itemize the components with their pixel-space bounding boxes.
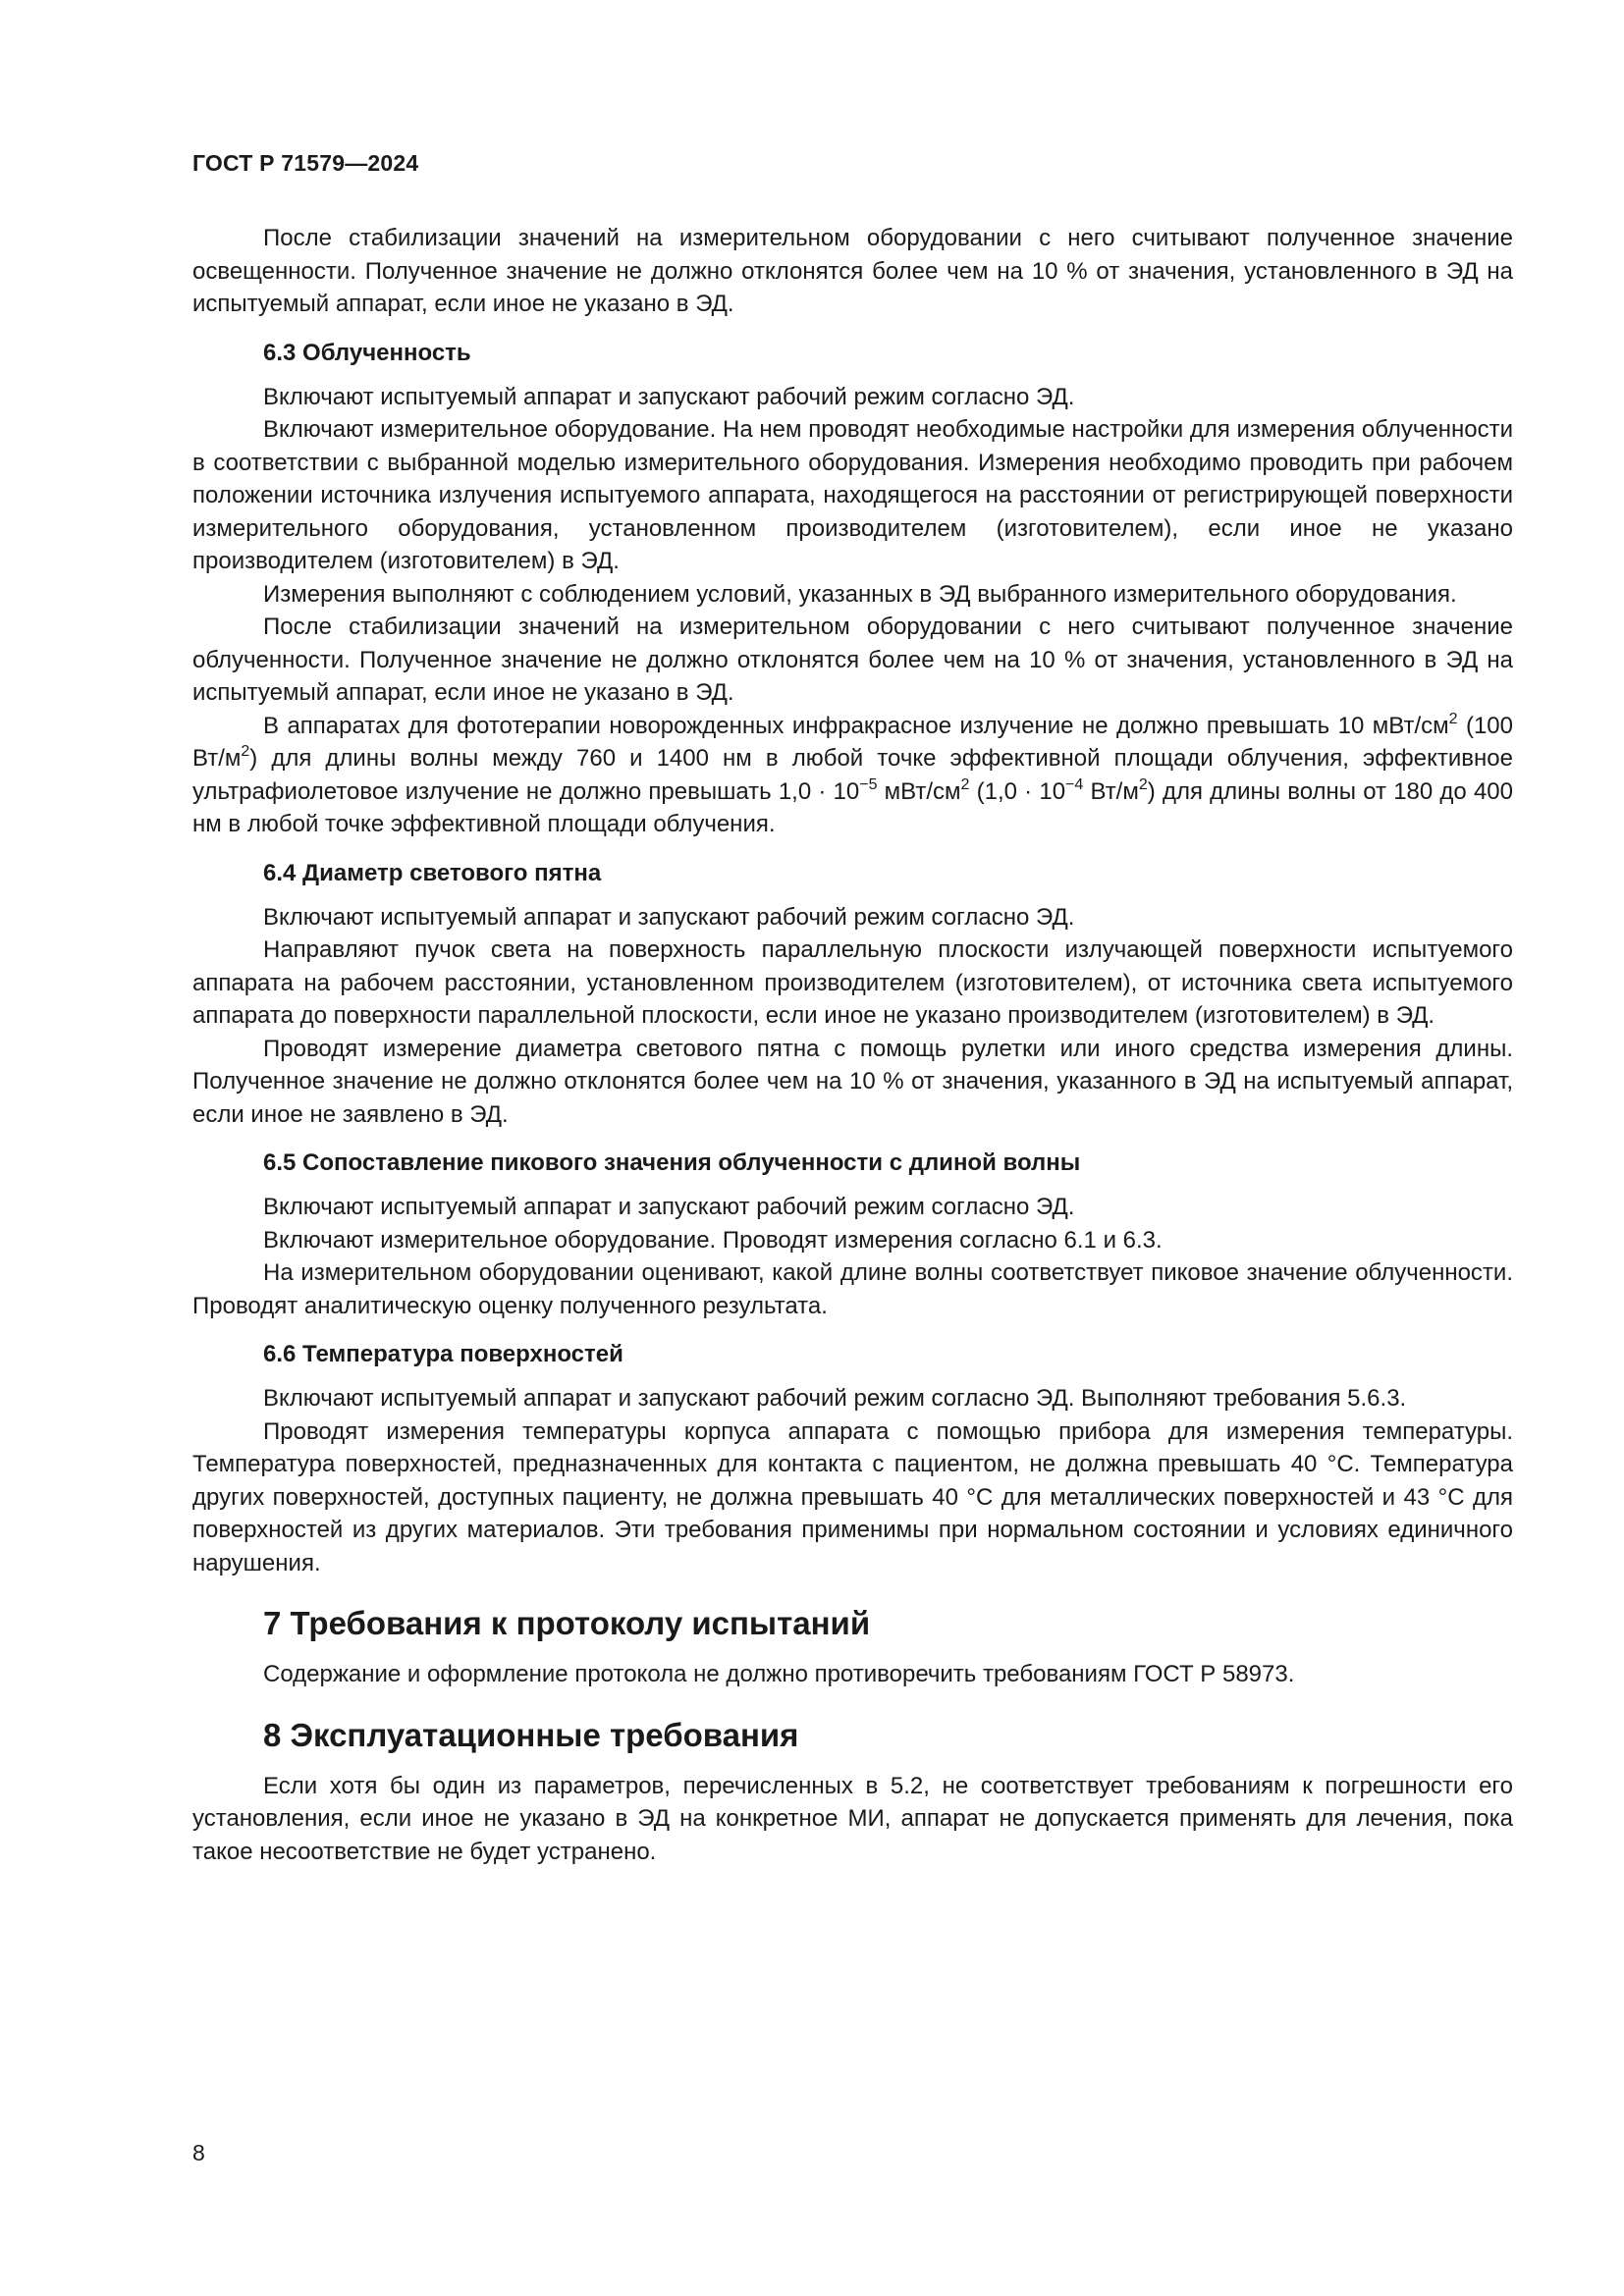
section-heading-6-5: 6.5 Сопоставление пикового значения облученности с длиной волны [263,1149,1081,1176]
page-number: 8 [192,2140,205,2165]
paragraph: Включают измерительное оборудование. Проводят измерения согласно 6.1 и 6.3. [263,1226,1163,1254]
paragraph-with-superscripts [192,710,1513,841]
paragraph: Включают испытуемый аппарат и запускают рабочий режим согласно ЭД. Выполняют требования 5.6.3. [263,1385,1407,1412]
text-run: ) для длины волны между 760 и 1400 нм в любой точке эффективной площади облучения, эффективное ультрафиолетовое излучение не должно превышать 1,0 · 10 [192,745,1513,805]
paragraph: На измерительном оборудовании оценивают, какой длине волны соответствует пиковое значение облученности. Проводят аналитическую оценку полученного результата. [192,1259,1513,1319]
paragraph: Проводят измерения температуры корпуса аппарата с помощью прибора для измерения температуры. Температура поверхностей, предназначенных для контакта с пациентом, не должна превышать 40 °C. Температура других поверхностей, доступных пациенту, не должна превышать 40 °C для металлических поверхностей и 43 °C для поверхностей из других материалов. Эти требования применимы при нормальном состоянии и условиях единичного нарушения. [192,1417,1513,1576]
paragraph: Направляют пучок света на поверхность параллельную плоскости излучающей поверхности испытуемого аппарата на рабочем расстоянии, установленном производителем (изготовителем), от источника света испытуемого аппарата до поверхности параллельной плоскости, если иное не указано производителем (изготовителем) в ЭД. [192,936,1513,1029]
section-heading-6-3: 6.3 Облученность [263,339,471,366]
document-id-header: ГОСТ Р 71579—2024 [192,150,419,176]
paragraph: Если хотя бы один из параметров, перечисленных в 5.2, не соответствует требованиям к погрешности его установления, если иное не указано в ЭД на конкретное МИ, аппарат не допускается применять для лечения, пока такое несоответствие не будет устранено. [192,1772,1513,1865]
document-body [192,222,1513,1868]
paragraph: Включают испытуемый аппарат и запускают рабочий режим согласно ЭД. [263,1194,1075,1220]
paragraph: После стабилизации значений на измерительном оборудовании с него считывают полученное значение облученности. Полученное значение не должно отклонятся более чем на 10 % от значения, установленного в ЭД на испытуемый аппарат, если иное не указано в ЭД. [192,614,1513,706]
paragraph: Содержание и оформление протокола не должно противоречить требованиям ГОСТ Р 58973. [263,1661,1295,1687]
section-heading-6-4: 6.4 Диаметр светового пятна [263,859,602,886]
text-run: (100 Вт/м [192,712,1514,772]
section-heading-6-6: 6.6 Температура поверхностей [263,1341,623,1367]
text-run: В аппаратах для фототерапии новорожденных инфракрасное излучение не должно превышать 10 мВт/см [263,712,1449,739]
superscript: −4 [1065,775,1084,793]
paragraph: Включают измерительное оборудование. На нем проводят необходимые настройки для измерения облученности в соответствии с выбранной моделью измерительного оборудования. Измерения необходимо проводить при рабочем положении источника излучения испытуемого аппарата, находящегося на расстоянии от регистрирующей поверхности измерительного оборудования, установленном производителем (изготовителем), если иное не указано производителем (изготовителем) в ЭД. [192,416,1513,574]
text-run: ) для длины волны от 180 до 400 нм в любой точке эффективной площади облучения. [192,777,1514,837]
superscript: 2 [960,775,970,793]
paragraph: После стабилизации значений на измерительном оборудовании с него считывают полученное значение освещенности. Полученное значение не должно отклонятся более чем на 10 % от значения, установленного в ЭД на испытуемый аппарат, если иное не указано в ЭД. [192,225,1513,317]
paragraph: Включают испытуемый аппарат и запускают рабочий режим согласно ЭД. [263,903,1075,931]
paragraph: Измерения выполняют с соблюдением условий, указанных в ЭД выбранного измерительного оборудования. [263,580,1457,608]
paragraph: Проводят измерение диаметра светового пятна с помощь рулетки или иного средства измерения длины. Полученное значение не должно отклонятся более чем на 10 % от значения, указанного в ЭД на испытуемый аппарат, если иное не заявлено в ЭД. [192,1035,1513,1128]
text-run: мВт/см [877,777,961,805]
section-heading-7: 7 Требования к протоколу испытаний [263,1605,871,1641]
text-run: Вт/м [1083,777,1139,805]
paragraph: Включают испытуемый аппарат и запускают рабочий режим согласно ЭД. [263,383,1075,410]
text-run: (1,0 · 10 [969,777,1066,805]
superscript: −5 [859,775,878,793]
section-heading-8: 8 Эксплуатационные требования [263,1716,799,1753]
superscript: 2 [241,743,250,760]
superscript: 2 [1448,710,1458,727]
superscript: 2 [1138,775,1148,793]
